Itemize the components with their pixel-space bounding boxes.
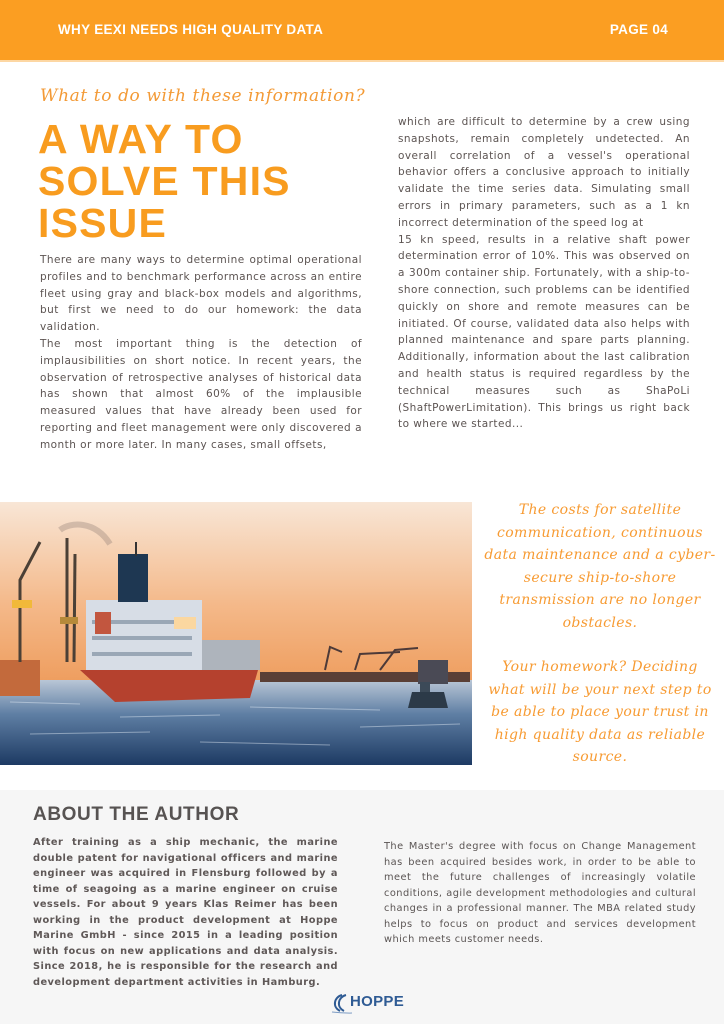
hoppe-logo [328, 991, 428, 1015]
page-header [0, 0, 724, 62]
paragraph: The most important thing is the detection of implausibilities on short notice. In recent years, the observation of retrospective analyses of historical data has shown that almost 60% of the implausible measured values that have already been used for reporting and fleet management were only discovered a month or more later. In many cases, small offsets, [40, 337, 362, 451]
ship-illustration [0, 502, 472, 765]
ship-harbor-photo [0, 502, 472, 765]
pull-quote: The costs for satellite communication, continuous data maintenance and a cyber-secure ship-to-shore transmission are no longer obstacles. [484, 502, 716, 631]
about-right-paragraph: The Master's degree with focus on Change Management has been acquired besides work, in order to be able to meet the future challenges of increasingly volatile conditions, agile development methodologies and cultural changes in a professional manner. The MBA related study helps to focus on product and services development which meets customer needs. [384, 841, 696, 945]
article-right-column [398, 114, 690, 433]
article-left-column [40, 252, 362, 454]
article-subtitle: What to do with these information? [40, 86, 366, 106]
about-left-paragraph: After training as a ship mechanic, the marine double patent for navigational officers and marine engineer was acquired in Flensburg followed by a time of seagoing as a marine engineer on cruise vessels. For about 9 years Klas Reimer has been working in the product development at Hoppe Marine GmbH - since 2015 in a leading position with focus on new applications and data analysis. Since 2018, he is responsible for the research and development department activities in Hamburg. [33, 837, 338, 988]
paragraph: There are many ways to determine optimal operational profiles and to benchmark performance across an entire fleet using gray and black-box models and algorithms, but first we need to do our homework: the data validation. [40, 254, 362, 334]
page-number: PAGE 04 [609, 22, 668, 37]
pull-quote: Your homework? Deciding what will be your next step to be able to place your trust in high quality data as reliable source. [488, 659, 712, 765]
about-title: ABOUT THE AUTHOR [33, 804, 240, 825]
paragraph: 15 kn speed, results in a relative shaft power determination error of 10%. This was observed on a 300m container ship. Fortunately, with a ship-to-shore connection, such problems can be identified quickly on shore and remote measures can be initiated. Of course, validated data also helps with planned maintenance and spare parts planning. Additionally, information about the last calibration and health status is required regardless by the technical measures such as ShaPoLi (ShaftPowerLimitation). This brings us right back to where we started... [398, 233, 690, 431]
header-title: WHY EEXI NEEDS HIGH QUALITY DATA [58, 22, 324, 37]
paragraph: which are difficult to determine by a crew using snapshots, remain completely undetected. An overall correlation of a vessel's operational behavior offers a conclusive approach to initially validate the time series data. Simulating small errors in primary parameters, such as a 1 kn incorrect determination of the speed log at [398, 116, 690, 229]
logo-swoosh-icon [328, 991, 352, 1015]
about-author-section [0, 790, 724, 1024]
article-headline: A WAY TO SOLVE THIS ISSUE [38, 116, 291, 246]
logo-text: HOPPE [350, 993, 405, 1010]
